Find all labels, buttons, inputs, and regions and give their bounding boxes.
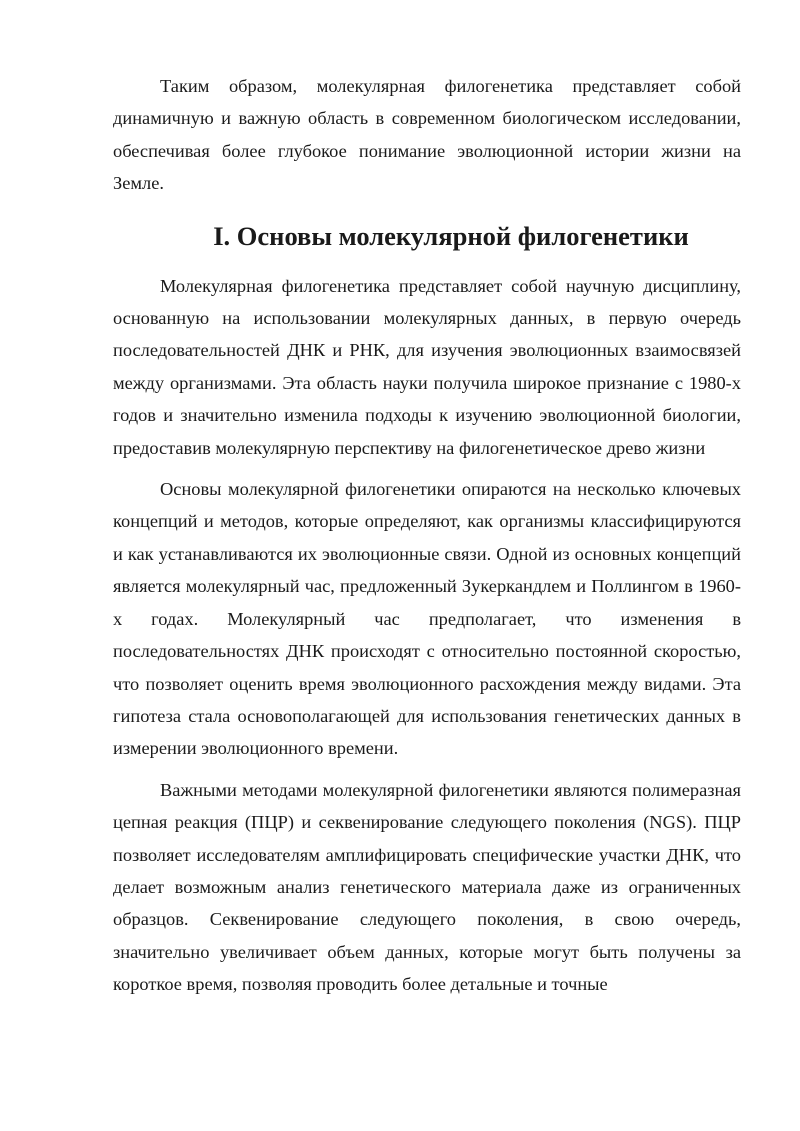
document-page xyxy=(113,70,741,1001)
body-paragraph: Основы молекулярной филогенетики опираются на несколько ключевых концепций и методов, которые определяют, как организмы классифицируются и как устанавливаются их эволюционные связи. Одной из основных концепций является молекулярный час, предложенный Зукеркандлем и Поллингом в 1960-х годах. Молекулярный час предполагает, что изменения в последовательностях ДНК происходят с относительно постоянной скоростью, что позволяет оценить время эволюционного расхождения между видами. Эта гипотеза стала основополагающей для использования генетических данных в измерении эволюционного времени. xyxy=(113,479,741,759)
body-paragraph: Важными методами молекулярной филогенетики являются полимеразная цепная реакция (ПЦР) и секвенирование следующего поколения (NGS). ПЦР позволяет исследователям амплифицировать специфические участки ДНК, что делает возможным анализ генетического материала даже из ограниченных образцов. Секвенирование следующего поколения, в свою очередь, значительно увеличивает объем данных, которые могут быть получены за короткое время, позволяя проводить более детальные и точные xyxy=(113,779,741,995)
section-heading: I. Основы молекулярной филогенетики xyxy=(213,220,689,251)
intro-paragraph: Таким образом, молекулярная филогенетика представляет собой динамичную и важную область в современном биологическом исследовании, обеспечивая более глубокое понимание эволюционной истории жизни на Земле. xyxy=(113,76,741,194)
body-paragraph: Молекулярная филогенетика представляет собой научную дисциплину, основанную на использовании молекулярных данных, в первую очередь последовательностей ДНК и РНК, для изучения эволюционных взаимосвязей между организмами. Эта область науки получила широкое признание с 1980-х годов и значительно изменила подходы к изучению эволюционной биологии, предоставив молекулярную перспективу на филогенетическое древо жизни xyxy=(113,275,741,458)
